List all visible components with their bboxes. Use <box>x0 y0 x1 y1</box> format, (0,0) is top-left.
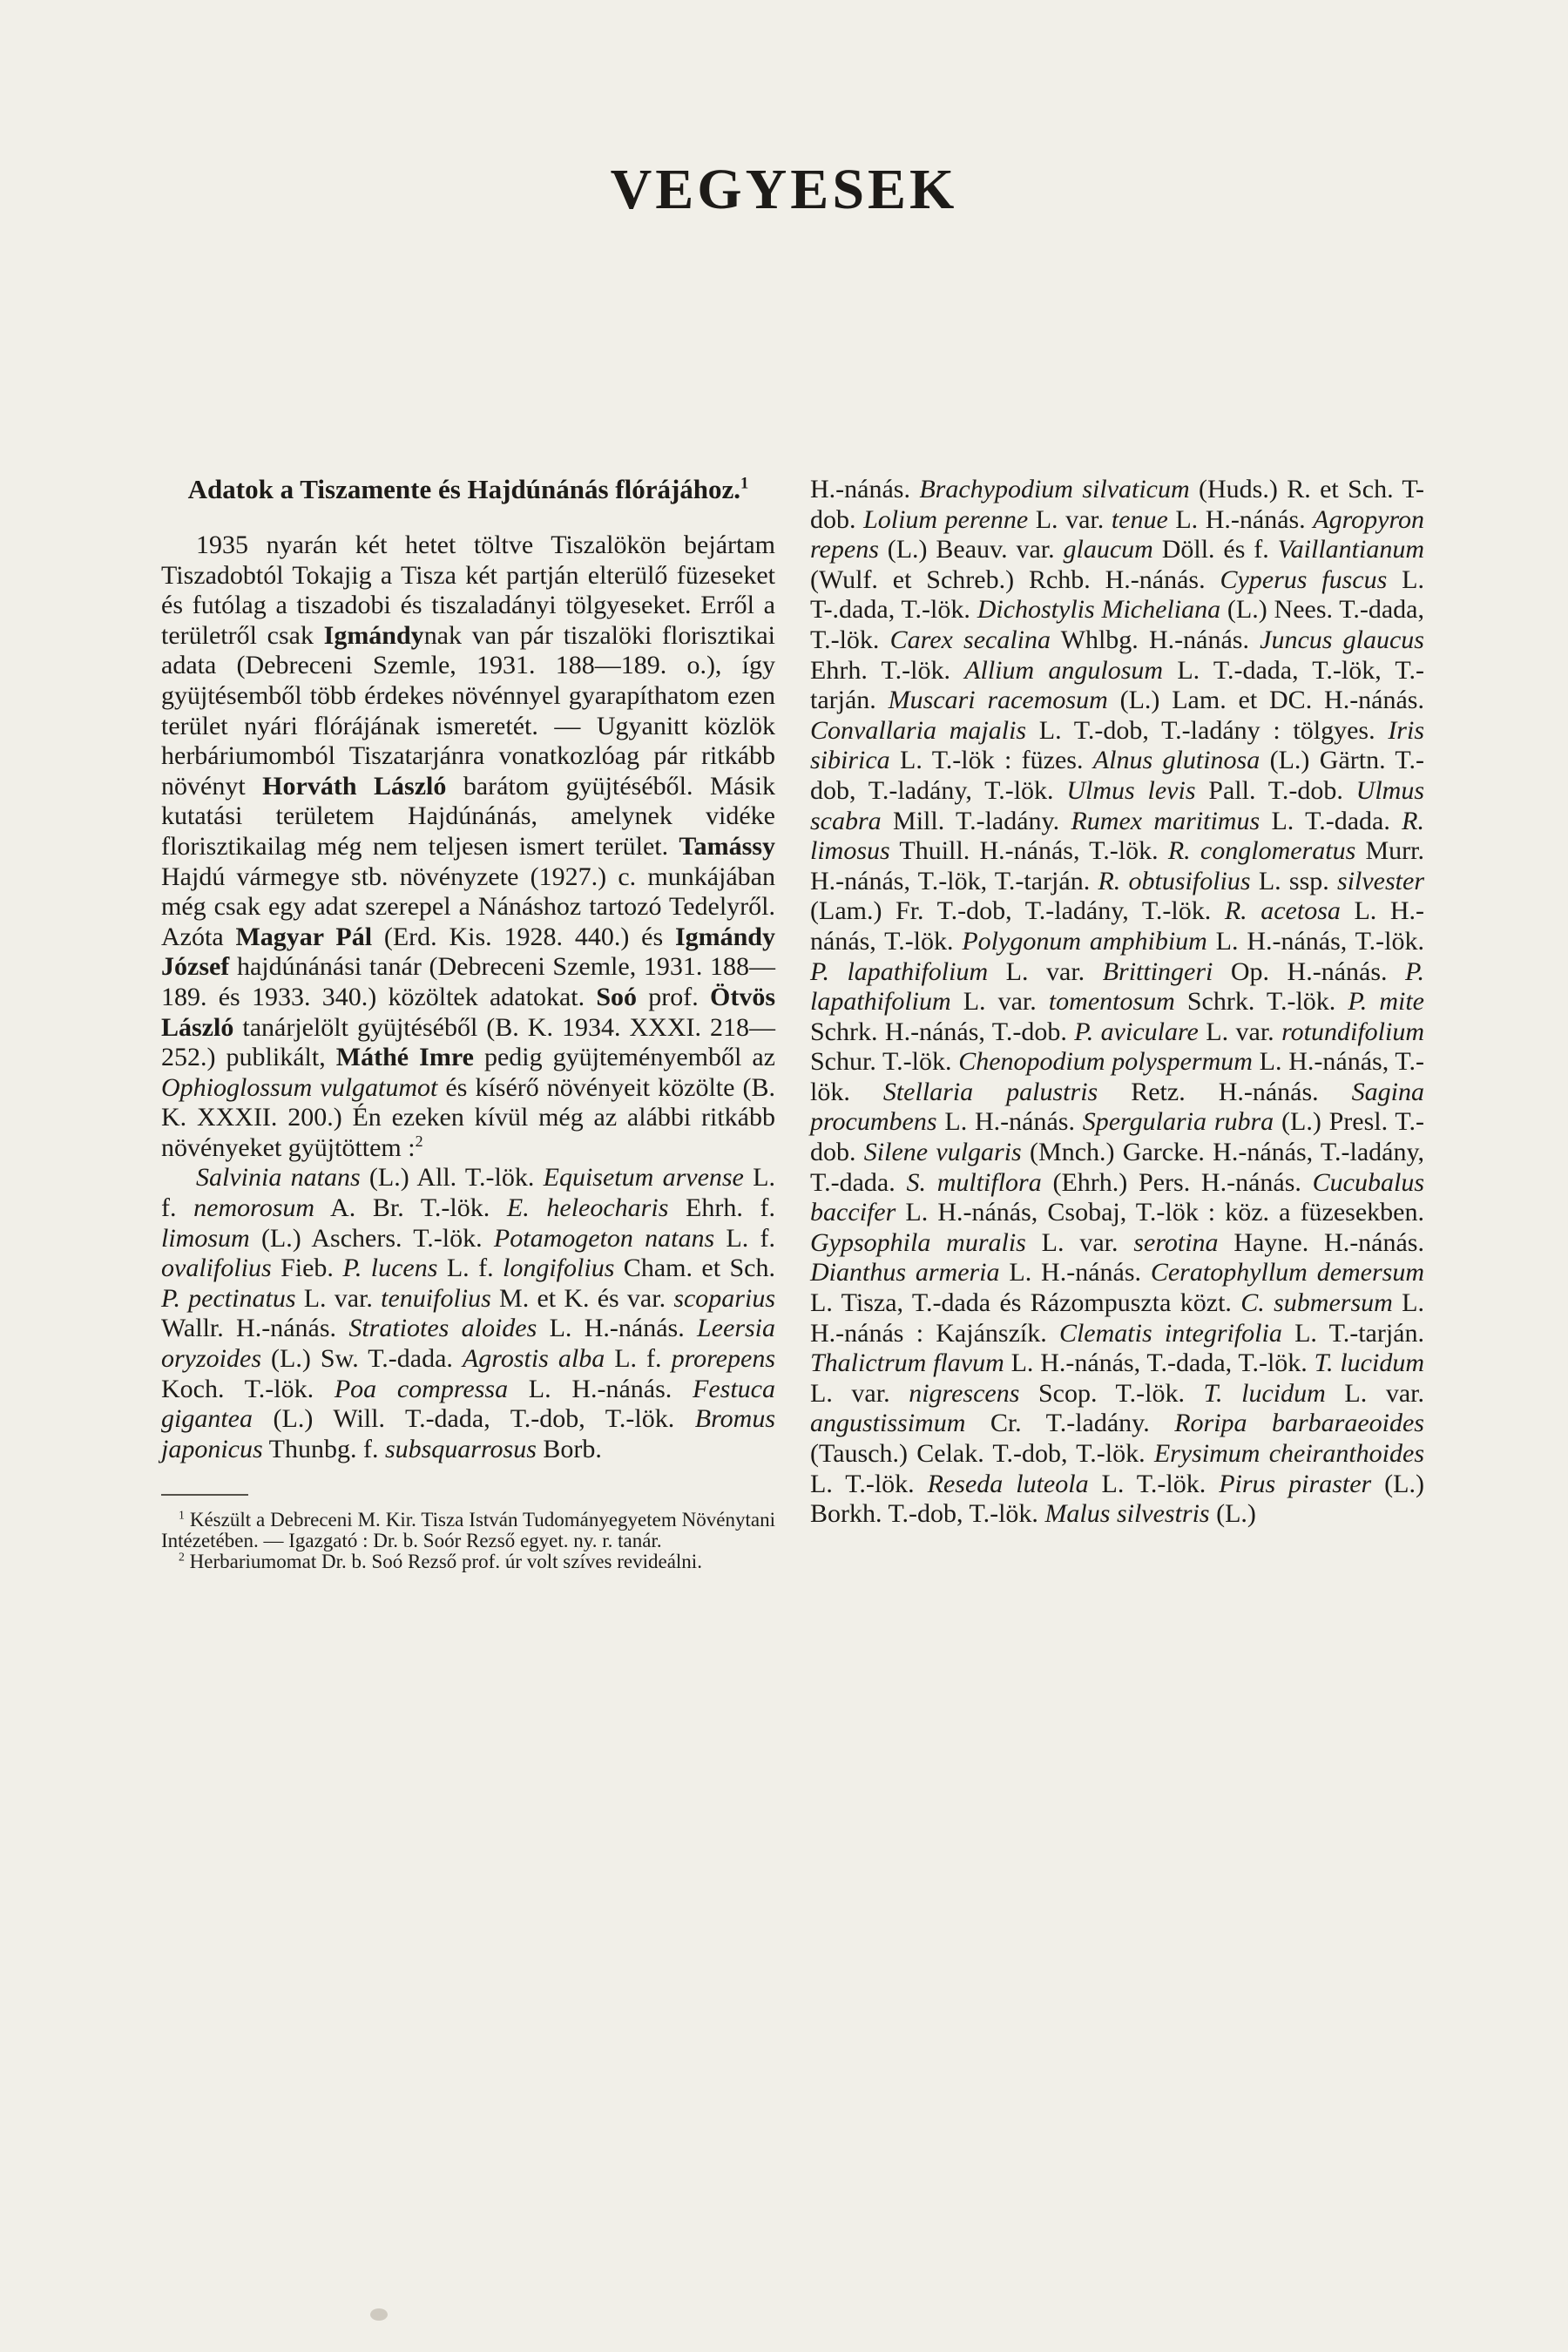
species-name: tenue <box>1111 504 1168 534</box>
species-name: glaucum <box>1063 535 1153 564</box>
text-run: barátom gyüjtéséből. Másik kutatási területem Hajdúnánás, amelynek vidéke florisztikailag még nem teljesen ismert terület. <box>161 771 775 861</box>
text-run: (L.) Borkh. T.-dob, T.-lök. <box>810 1469 1424 1529</box>
footnotes <box>161 1510 775 1572</box>
text-run: (L.) Lam. et DC. H.-nánás. <box>1107 686 1424 715</box>
species-name: Iris sibirica <box>810 715 1424 775</box>
footnote-ref-2: 2 <box>415 1132 423 1150</box>
footnote-text: Készült a Debreceni M. Kir. Tisza István Tudományegyetem Növénytani Intézetében. — Igazgató : Dr. b. Soór Rezső egyet. ny. r. tanár. <box>161 1509 775 1552</box>
species-name: Thalictrum flavum <box>810 1348 1004 1378</box>
species-name: ovalifolius <box>161 1254 272 1283</box>
species-name: Polygonum amphibium <box>962 926 1207 956</box>
text-run: L. var. <box>950 987 1049 1017</box>
left-column <box>161 475 775 1572</box>
text-run: hajdúnánási tanár (Debreceni Szemle, 1931. 188—189. és 1933. 340.) közöltek adatokat. <box>161 952 775 1011</box>
text-run: L. f. <box>714 1223 775 1253</box>
text-run: 1935 nyarán két hetet töltve Tiszalökön bejártam Tiszadobtól Tokajig a Tisza két partján elterülő füzeseket és futólag a tiszadobi és tiszaladányi tölgyeseket. Erről a területről csak <box>161 531 775 650</box>
text-run: tanárjelölt gyüjtéséből (B. K. 1934. XXXI. 218—252.) publikált, <box>161 1012 775 1072</box>
paper-smudge <box>370 2308 388 2321</box>
text-run: (L.) Gärtn. T.-dob, T.-ladány, T.-lök. <box>810 746 1424 805</box>
species-name: rotundifolium <box>1281 1017 1424 1046</box>
text-run: (L.) Presl. T.-dob. <box>810 1107 1424 1167</box>
text-run: (L.) All. T.-lök. <box>360 1163 544 1193</box>
text-run: L. T.-dob, T.-ladány : tölgyes. <box>1026 715 1389 745</box>
text-run: (L.) <box>1209 1499 1256 1529</box>
text-run: (Lam.) Fr. T.-dob, T.-ladány, T.-lök. <box>810 896 1225 926</box>
text-run: L. H.-nánás. <box>1167 504 1314 534</box>
text-run: (Erd. Kis. 1928. 440.) és <box>372 922 675 951</box>
text-run: Cham. et Sch. <box>614 1254 775 1283</box>
species-name: prorepens <box>671 1344 775 1374</box>
species-name: tomentosum <box>1048 987 1175 1017</box>
species-name: Cucubalus baccifer <box>810 1167 1424 1227</box>
species-name: Carex secalina <box>889 625 1051 654</box>
species-name: Ophioglossum vulgatumot <box>161 1072 438 1102</box>
right-column <box>810 475 1424 1530</box>
species-name: Salvinia natans <box>196 1163 361 1193</box>
footnote-2 <box>161 1551 775 1572</box>
author-name: Soó <box>596 982 638 1011</box>
species-name: serotina <box>1133 1227 1219 1257</box>
text-run: L. var. <box>1198 1017 1282 1046</box>
text-run: L. f. <box>605 1344 672 1374</box>
species-name: Potamogeton natans <box>493 1223 715 1253</box>
footnote-text: Herbariumomat Dr. b. Soó Rezső prof. úr volt szíves revideálni. <box>184 1551 702 1573</box>
text-run: Thunbg. f. <box>262 1434 385 1463</box>
species-name: Poa compressa <box>334 1374 509 1403</box>
text-run: L. H.-nánás. <box>999 1258 1151 1288</box>
species-name: Stellaria palustris <box>882 1077 1098 1106</box>
text-run: L. H.-nánás. <box>508 1374 693 1403</box>
text-run: L. H.-nánás, Csobaj, T.-lök : köz. a füzesekben. <box>896 1198 1424 1227</box>
species-name: Silene vulgaris <box>863 1138 1022 1167</box>
species-name: limosum <box>161 1223 250 1253</box>
text-run: Ehrh. f. <box>668 1193 775 1223</box>
text-run: (Mnch.) Garcke. H.-nánás, T.-ladány, T.-dada. <box>810 1138 1424 1197</box>
species-name: S. multiflora <box>906 1167 1042 1197</box>
species-name: R. acetosa <box>1224 896 1341 926</box>
text-run: L. var. <box>1025 1227 1134 1257</box>
species-name: Erysimum cheiranthoides <box>1153 1439 1424 1468</box>
text-run: nak van pár tiszalöki florisztikai adata (Debreceni Szemle, 1931. 188—189. o.), így gyüjtésemből több érdekes növénnyel gyarapíthatom ezen terület nyári flórájának ismeretét. — Ugyanitt közlök herbáriumomból Tiszatarjánra vonatkozlóag pár ritkább növényt <box>161 620 775 801</box>
text-run: L. T.-dada. <box>1260 806 1402 835</box>
species-name: longifolius <box>503 1254 615 1283</box>
footnote-number: 2 <box>179 1550 185 1564</box>
text-run: L. f. <box>437 1254 504 1283</box>
author-name: Igmándy József <box>161 922 775 982</box>
footnote-number: 1 <box>179 1508 185 1522</box>
species-name: Ulmus levis <box>1066 775 1196 805</box>
species-name: Juncus glaucus <box>1260 625 1424 654</box>
species-name: Malus silvestris <box>1044 1499 1210 1529</box>
species-name: Ceratophyllum demersum <box>1150 1258 1424 1288</box>
species-name: Brachypodium silvaticum <box>919 475 1190 504</box>
species-name: Alnus glutinosa <box>1092 746 1260 775</box>
text-run: L. H.-nánás, T.-lök. <box>810 896 1425 956</box>
author-name: Magyar Pál <box>235 922 373 951</box>
text-run: (Huds.) R. et Sch. T-dob. <box>810 475 1424 534</box>
species-name: Festuca gigantea <box>161 1374 775 1434</box>
text-run: L. ssp. <box>1250 866 1338 896</box>
species-name: T. lucidum <box>1203 1378 1326 1408</box>
text-run: L. H.-nánás, T.-lök. <box>810 1047 1424 1106</box>
species-name: Agropyron repens <box>810 504 1425 564</box>
species-name: subsquarrosus <box>384 1434 537 1463</box>
text-run: L. T-.dada, T.-lök. <box>810 564 1424 625</box>
species-name: Gypsophila muralis <box>810 1227 1026 1257</box>
species-name: Pirus piraster <box>1219 1469 1372 1498</box>
text-run: (L.) Aschers. T.-lök. <box>249 1223 494 1253</box>
text-run: Borb. <box>536 1434 602 1463</box>
species-name: scoparius <box>673 1283 775 1313</box>
text-run: L. H.-nánás, T.-dada, T.-lök. <box>1004 1348 1315 1378</box>
species-name: E. heleocharis <box>506 1193 669 1223</box>
text-run: Schur. T.-lök. <box>810 1047 959 1077</box>
text-run: (L.) Beauv. var. <box>878 535 1064 564</box>
text-run: Retz. H.-nánás. <box>1098 1077 1352 1106</box>
text-run: Scop. T.-lök. <box>1019 1378 1204 1408</box>
text-run: Op. H.-nánás. <box>1213 956 1406 986</box>
article-title-text: Adatok a Tiszamente és Hajdúnánás flórájához. <box>187 474 741 504</box>
species-name: Convallaria majalis <box>810 715 1027 745</box>
species-name: Ulmus scabra <box>810 775 1424 835</box>
species-name: Lolium perenne <box>863 504 1029 534</box>
species-name: Dianthus armeria <box>810 1258 1000 1288</box>
species-name: P. lucens <box>342 1254 438 1283</box>
text-run: Whlbg. H.-nánás. <box>1051 625 1260 654</box>
text-run: Schrk. H.-nánás, T.-dob. <box>810 1017 1075 1046</box>
species-name: Muscari racemosum <box>888 686 1108 715</box>
author-name: Igmándy <box>323 620 424 650</box>
text-run: L. T.-dada, T.-lök, T.-tarján. <box>810 655 1425 715</box>
text-run: L. var. <box>1325 1378 1424 1408</box>
species-name: R. limosus <box>810 806 1424 866</box>
species-name: Allium angulosum <box>964 655 1164 685</box>
text-run: Hayne. H.-nánás. <box>1218 1227 1424 1257</box>
text-run: L. var. <box>810 1378 909 1408</box>
species-name: Stratiotes aloides <box>348 1314 537 1343</box>
text-run: Mill. T.-ladány. <box>881 806 1071 835</box>
text-run: Döll. és f. <box>1152 535 1278 564</box>
text-run: és kísérő növényeit közölte (B. K. XXXII. 200.) Én ezeken kívül még az alábbi ritkább növényeket gyüjtöttem : <box>161 1072 775 1162</box>
text-run: prof. <box>637 982 710 1011</box>
species-name: silvester <box>1337 866 1424 896</box>
species-name: R. conglomeratus <box>1167 836 1356 866</box>
text-run: M. et K. és var. <box>490 1283 674 1313</box>
species-name: P. lapathifolium <box>810 956 1424 1017</box>
article-title <box>161 475 775 504</box>
text-run: (Wulf. et Schreb.) Rchb. H.-nánás. <box>810 564 1220 594</box>
footnote-divider <box>161 1494 248 1496</box>
species-name: Agrostis alba <box>462 1344 605 1374</box>
text-run: Fieb. <box>271 1254 343 1283</box>
text-run: L. H.-nánás : Kajánszík. <box>810 1288 1424 1348</box>
species-name: R. obtusifolius <box>1098 866 1251 896</box>
author-name: Horváth László <box>262 771 447 801</box>
species-name: Sagina procumbens <box>810 1077 1425 1137</box>
text-run: Murr. H.-nánás, T.-lök, T.-tarján. <box>810 836 1425 896</box>
text-run: A. Br. T.-lök. <box>314 1193 507 1223</box>
intro-paragraph <box>161 531 775 1163</box>
species-name: Spergularia rubra <box>1082 1107 1274 1137</box>
text-run: L. T.-lök. <box>1088 1469 1220 1498</box>
text-run: Schrk. T.-lök. <box>1174 987 1348 1017</box>
species-name: P. aviculare <box>1074 1017 1199 1046</box>
species-name: Rumex maritimus <box>1071 806 1260 835</box>
species-name: P. mite <box>1348 987 1425 1017</box>
species-name: nigrescens <box>909 1378 1020 1408</box>
text-run: Cr. T.-ladány. <box>965 1409 1175 1438</box>
footnote-ref-1: 1 <box>740 474 749 493</box>
text-run: L. f. <box>161 1163 775 1223</box>
species-name: Chenopodium polyspermum <box>958 1047 1253 1077</box>
text-run: L. var. <box>1028 504 1112 534</box>
text-run: L. H.-nánás. <box>537 1314 697 1343</box>
text-run: Thuill. H.-nánás, T.-lök. <box>889 836 1168 866</box>
species-name: Vaillantianum <box>1277 535 1424 564</box>
author-name: Máthé Imre <box>335 1043 474 1072</box>
text-run: pedig gyüjteményemből az <box>473 1043 775 1072</box>
species-list-right <box>810 475 1424 1530</box>
species-name: Reseda luteola <box>927 1469 1089 1498</box>
species-name: P. lapathifolium <box>810 956 989 986</box>
text-run: L. Tisza, T.-dada és Rázompuszta közt. <box>810 1288 1241 1318</box>
text-run: (L.) Nees. T.-dada, T.-lök. <box>810 595 1424 654</box>
species-name: Leersia oryzoides <box>161 1314 775 1374</box>
text-run: L. H.-nánás. <box>936 1107 1083 1137</box>
species-name: P. pectinatus <box>161 1283 296 1313</box>
text-run: H.-nánás. <box>810 475 920 504</box>
footnote-1 <box>161 1510 775 1551</box>
text-run: Pall. T.-dob. <box>1195 775 1356 805</box>
text-run: L. T.-lök. <box>810 1469 928 1498</box>
text-run: (L.) Sw. T.-dada. <box>261 1344 463 1374</box>
species-name: Cyperus fuscus <box>1220 564 1388 594</box>
species-name: C. submersum <box>1240 1288 1393 1318</box>
text-run: L. T.-lök : füzes. <box>889 746 1093 775</box>
species-name: tenuifolius <box>381 1283 491 1313</box>
text-run: Hajdú vármegye stb. növényzete (1927.) c. munkájában még csak egy adat szerepel a Nánáshoz tartozó Tedelyről. Azóta <box>161 862 775 951</box>
text-run: L. var. <box>295 1283 382 1313</box>
species-name: Bromus japonicus <box>161 1404 775 1463</box>
text-run: L. T.-tarján. <box>1281 1318 1424 1348</box>
species-name: Clematis integrifolia <box>1058 1318 1282 1348</box>
text-run: (Tausch.) Celak. T.-dob, T.-lök. <box>810 1439 1154 1468</box>
text-run: Wallr. H.-nánás. <box>161 1314 349 1343</box>
page-title: VEGYESEK <box>610 158 958 221</box>
species-name: Roripa barbaraeoides <box>1174 1409 1424 1438</box>
species-name: Equisetum arvense <box>543 1163 744 1193</box>
species-name: Brittingeri <box>1102 956 1213 986</box>
species-name: Dichostylis Micheliana <box>977 595 1221 625</box>
author-name: Ötvös László <box>161 982 775 1042</box>
species-name: nemorosum <box>193 1193 315 1223</box>
text-run: L. H.-nánás, T.-lök. <box>1206 926 1425 956</box>
text-run: L. var. <box>988 956 1103 986</box>
species-list-left <box>161 1163 775 1464</box>
author-name: Tamássy <box>679 831 775 861</box>
text-run: (Ehrh.) Pers. H.-nánás. <box>1041 1167 1313 1197</box>
text-run: Koch. T.-lök. <box>161 1374 335 1403</box>
text-run: Ehrh. T.-lök. <box>810 655 965 685</box>
species-name: angustissimum <box>810 1409 966 1438</box>
text-run: (L.) Will. T.-dada, T.-dob, T.-lök. <box>253 1404 695 1434</box>
species-name: T. lucidum <box>1314 1348 1424 1378</box>
